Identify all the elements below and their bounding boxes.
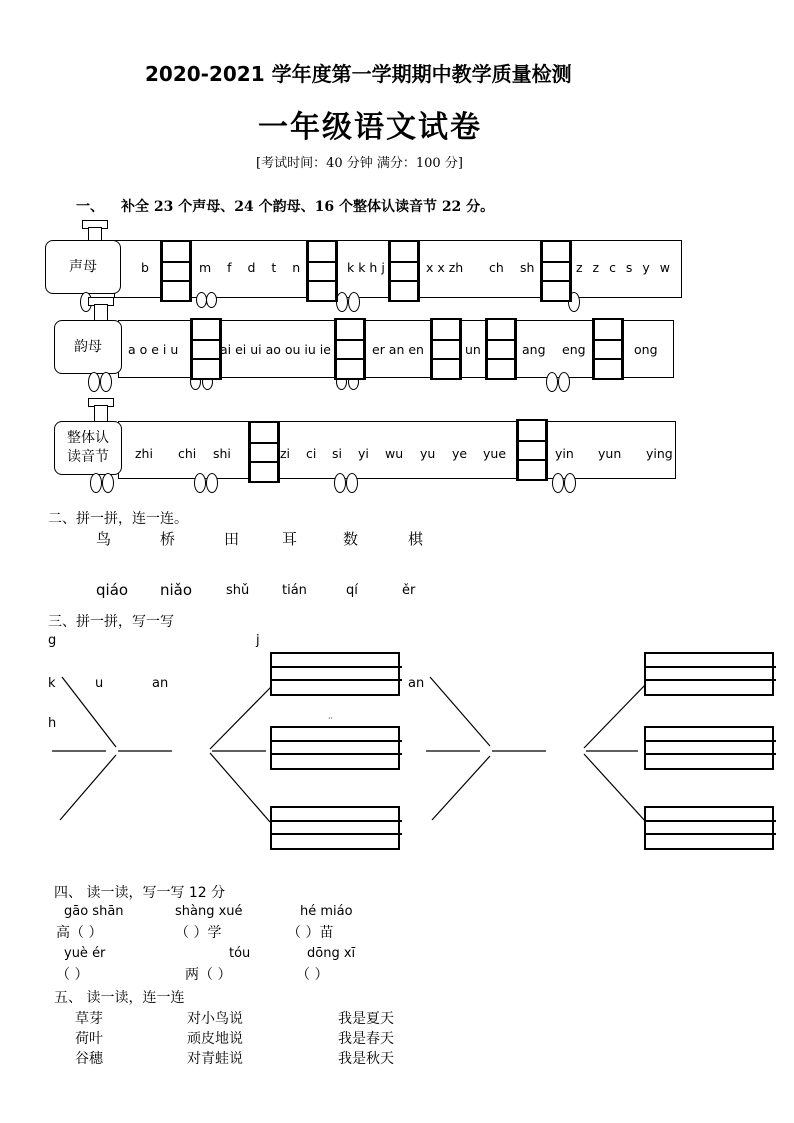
segment: x x zh xyxy=(426,260,464,275)
q2-title: 二、拼一拼，连一连。 xyxy=(48,511,188,527)
q4-blank[interactable]: 高（ ） xyxy=(56,925,103,941)
q4-title: 四、 读一读，写一写 12 分 xyxy=(54,885,226,901)
cab-label: 韵母 xyxy=(74,338,102,355)
segment: ang xyxy=(522,342,546,357)
q4-pinyin: hé miáo xyxy=(300,904,353,919)
q3-final: an xyxy=(152,676,169,691)
q1-number: 一、 xyxy=(76,199,104,215)
q5-item[interactable]: 对青蛙说 xyxy=(187,1051,243,1067)
cab-label-line1: 整体认 xyxy=(67,430,109,446)
q3-medial: u xyxy=(95,676,104,691)
q3-final: an xyxy=(408,676,425,691)
segment: si xyxy=(332,446,342,461)
q2-pinyin[interactable]: shǔ xyxy=(226,583,250,598)
segment: er an en xyxy=(372,342,424,357)
q5-item[interactable]: 我是春天 xyxy=(338,1031,394,1047)
segment: yi xyxy=(358,446,369,461)
segment: ai ei ui ao ou iu ie xyxy=(220,342,331,357)
q5-item[interactable]: 草芽 xyxy=(75,1011,103,1027)
paper-title: 一年级语文试卷 xyxy=(258,110,482,145)
q2-char[interactable]: 鸟 xyxy=(96,530,112,548)
q2-char[interactable]: 棋 xyxy=(408,530,424,548)
q5-item[interactable]: 顽皮地说 xyxy=(187,1031,243,1047)
segment: ying xyxy=(646,446,673,461)
write-box[interactable] xyxy=(644,726,774,770)
segment: sh xyxy=(520,260,535,275)
segment: ye xyxy=(452,446,468,461)
segment: zi xyxy=(280,446,291,461)
exam-header: 2020-2021 学年度第一学期期中教学质量检测 xyxy=(145,62,572,86)
segment: wu xyxy=(385,446,404,461)
q3-initial: k xyxy=(48,676,56,691)
segment: chi xyxy=(178,446,197,461)
q4-pinyin: dōng xī xyxy=(307,946,356,961)
q3-initial: h xyxy=(48,716,57,731)
q4-blank[interactable]: （ ） xyxy=(296,967,329,983)
q3-mark: ·· xyxy=(328,714,334,723)
q4-blank[interactable]: 两（ ） xyxy=(185,967,232,983)
q3-title: 三、拼一拼，写一写 xyxy=(48,614,174,630)
q2-pinyin[interactable]: tián xyxy=(282,583,307,598)
q5-item[interactable]: 谷穗 xyxy=(75,1051,103,1067)
q2-char[interactable]: 田 xyxy=(224,530,240,548)
q3-initial: g xyxy=(48,633,57,648)
segment: yu xyxy=(420,446,436,461)
write-box[interactable] xyxy=(644,806,774,850)
write-box[interactable] xyxy=(270,652,400,696)
q4-pinyin: tóu xyxy=(229,946,251,961)
cab-label: 声母 xyxy=(69,258,97,275)
q4-blank[interactable]: （ ） xyxy=(56,967,89,983)
q1-instruction: 补全 23 个声母、24 个韵母、16 个整体认读音节 22 分。 xyxy=(121,199,495,215)
q4-blank[interactable]: （ ）学 xyxy=(175,925,222,941)
cab-label-line2: 读音节 xyxy=(67,449,109,465)
segment: un xyxy=(465,342,481,357)
write-box[interactable] xyxy=(270,726,400,770)
segment: shi xyxy=(213,446,231,461)
segment: ci xyxy=(306,446,317,461)
q5-title: 五、 读一读，连一连 xyxy=(54,990,185,1006)
segment: yin xyxy=(555,446,574,461)
q5-item[interactable]: 我是夏天 xyxy=(338,1011,394,1027)
segment: eng xyxy=(562,342,586,357)
segment: ch xyxy=(489,260,504,275)
q2-pinyin[interactable]: qiáo xyxy=(96,581,129,599)
write-box[interactable] xyxy=(270,806,400,850)
q2-pinyin[interactable]: ěr xyxy=(402,583,416,598)
segment: m f d t n xyxy=(199,260,301,275)
segment: z z c s y w xyxy=(576,260,670,275)
q2-char[interactable]: 桥 xyxy=(160,530,176,548)
q2-char[interactable]: 数 xyxy=(343,530,359,548)
segment: yun xyxy=(598,446,622,461)
q2-pinyin[interactable]: qí xyxy=(346,583,358,598)
q4-pinyin: yuè ér xyxy=(64,946,106,961)
q2-char[interactable]: 耳 xyxy=(282,530,298,548)
q5-item[interactable]: 荷叶 xyxy=(75,1031,103,1047)
q4-pinyin: gāo shān xyxy=(64,904,124,919)
q4-blank[interactable]: （ ）苗 xyxy=(287,925,334,941)
segment: b xyxy=(141,260,149,275)
q4-pinyin: shàng xué xyxy=(175,904,243,919)
q3-initial: j xyxy=(256,633,260,648)
segment: zhi xyxy=(135,446,153,461)
q5-item[interactable]: 对小鸟说 xyxy=(187,1011,243,1027)
q5-item[interactable]: 我是秋天 xyxy=(338,1051,394,1067)
segment: ong xyxy=(634,342,658,357)
segment: yue xyxy=(483,446,507,461)
segment: a o e i u xyxy=(128,342,179,357)
segment: k k h j xyxy=(347,260,385,275)
write-box[interactable] xyxy=(644,652,774,696)
q2-pinyin[interactable]: niǎo xyxy=(160,581,193,599)
exam-info: [考试时间：40 分钟 满分：100 分] xyxy=(256,156,463,171)
